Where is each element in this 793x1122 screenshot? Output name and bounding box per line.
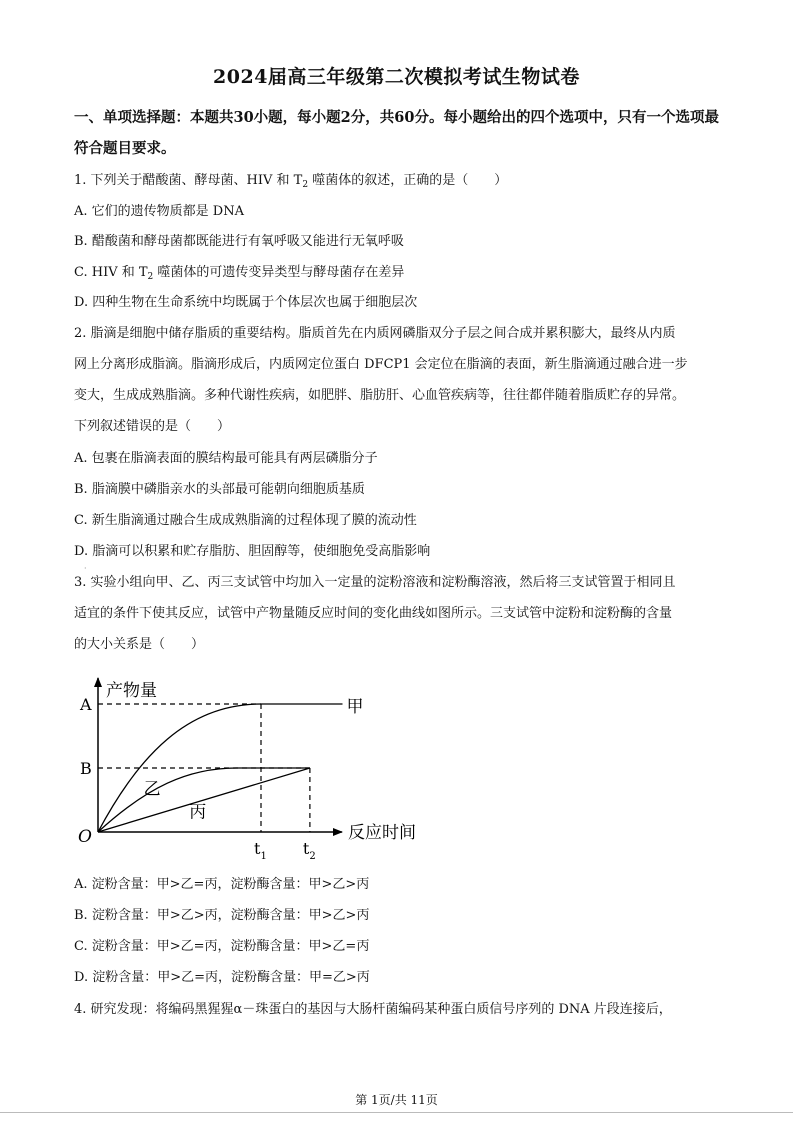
footer-divider [0,1112,793,1113]
q1-option-c-text: C. HIV 和 T [74,265,148,280]
q2-option-a: A. 包裹在脂滴表面的膜结构最可能具有两层磷脂分子 [74,451,378,466]
q2-option-c: C. 新生脂滴通过融合生成成熟脂滴的过程体现了膜的流动性 [74,513,417,528]
q3-stem-line-1: 3. 实验小组向甲、乙、丙三支试管中均加入一定量的淀粉溶液和淀粉酶溶液，然后将三支试管置于相同且 [74,575,676,590]
origin-label: O [78,827,92,847]
time-label-t1: $t_1$ [254,839,267,862]
product-time-chart [72,672,442,867]
q1-option-c [74,264,404,286]
q4-stem: 4. 研究发现：将编码黑猩猩α－珠蛋白的基因与大肠杆菌编码某种蛋白质信号序列的 DNA 片段连接后， [74,1002,672,1017]
q2-stem-line-4: 下列叙述错误的是（ ） [74,419,231,434]
q2-stem-line-1: 2. 脂滴是细胞中储存脂质的重要结构。脂质首先在内质网磷脂双分子层之间合成并累积膨大，最终从内质 [74,326,676,341]
chart-marks [79,695,364,862]
q3-option-a: A. 淀粉含量：甲>乙=丙，淀粉酶含量：甲>乙>丙 [74,877,370,892]
x-axis-label: 反应时间 [348,823,416,843]
y-level-label-a: A [80,695,92,714]
y-axis-label: 产物量 [106,681,157,701]
series-label-bing: 丙 [189,802,207,823]
q1-stem-subscript: 2 [302,180,309,190]
q1-option-a: A. 它们的遗传物质都是 DNA [74,204,244,219]
q1-option-b: B. 醋酸菌和酵母菌都既能进行有氧呼吸又能进行无氧呼吸 [74,234,404,249]
time-label-t2: $t_2$ [302,839,316,862]
q1-option-c-subscript: 2 [147,272,154,282]
q3-stem-line-2: 适宜的条件下使其反应，试管中产物量随反应时间的变化曲线如图所示。三支试管中淀粉和淀粉酶的含量 [74,606,673,621]
q3-option-c: C. 淀粉含量：甲>乙=丙，淀粉酶含量：甲>乙=丙 [74,939,370,954]
q1-stem [74,172,507,194]
q1-option-c-text-end: 噬菌体的可遗传变异类型与酵母菌存在差异 [153,265,405,280]
scan-dot: · [84,564,87,573]
section-header: 一、单项选择题：本题共30小题，每小题2分，共60分。每小题给出的四个选项中，只有一个选项最符合题目要求。 [74,109,719,157]
q1-stem-text-end: 噬菌体的叙述，正确的是（ ） [308,173,508,188]
q2-option-d: D. 脂滴可以积累和贮存脂肪、胆固醇等，使细胞免受高脂影响 [74,544,431,559]
q2-option-b: B. 脂滴膜中磷脂亲水的头部最可能朝向细胞质基质 [74,482,365,497]
series-label-jia: 甲 [346,697,364,717]
q3-stem-line-3: 的大小关系是（ ） [74,637,205,652]
exam-title: 2024届高三年级第二次模拟考试生物试卷 [213,66,580,88]
series-label-yi: 乙 [143,779,161,800]
q2-stem-line-3: 变大，生成成熟脂滴。多种代谢性疾病，如肥胖、脂肪肝、心血管疾病等，往往都伴随着脂质贮存的异常。 [74,388,686,403]
q2-stem-line-2: 网上分离形成脂滴。脂滴形成后，内质网定位蛋白 DFCP1 会定位在脂滴的表面，新生脂滴通过融合进一步 [74,357,688,372]
y-level-label-b: B [80,759,92,778]
q3-option-b: B. 淀粉含量：甲>乙>丙，淀粉酶含量：甲>乙>丙 [74,908,370,923]
q1-option-d: D. 四种生物在生命系统中均既属于个体层次也属于细胞层次 [74,295,418,310]
q3-option-d: D. 淀粉含量：甲>乙=丙，淀粉酶含量：甲=乙>丙 [74,970,370,985]
q1-stem-text: 1. 下列关于醋酸菌、酵母菌、HIV 和 T [74,173,303,188]
page-footer: 第 1页/共 11页 [355,1093,438,1107]
